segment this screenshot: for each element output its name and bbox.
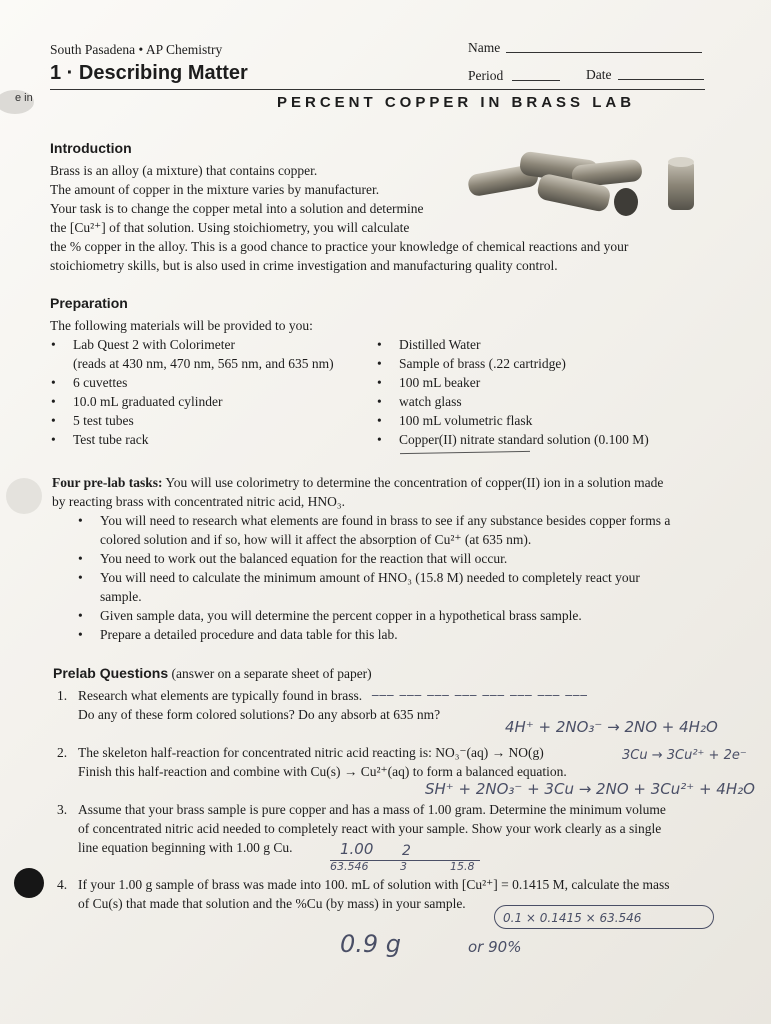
q2-handwritten-copper: 3Cu → 3Cu²⁺ + 2e⁻ <box>622 748 747 763</box>
material-item: • 100 mL volumetric flask <box>399 411 729 430</box>
prep-heading: Preparation <box>50 295 128 311</box>
materials-right-list <box>399 335 729 449</box>
prelab-questions-heading: Prelab Questions <box>53 665 169 681</box>
binder-hole <box>14 868 44 898</box>
period-label: Period <box>468 68 504 83</box>
header-rule <box>50 89 705 90</box>
question-2 <box>78 743 598 781</box>
q4-handwritten-answer: 0.9 g <box>340 930 402 958</box>
prelab-questions-heading-row <box>53 665 372 682</box>
prelab-tasks-lead-line2: by reacting brass with concentrated nitric acid, HNO₃. <box>52 494 345 509</box>
material-item-note: (reads at 430 nm, 470 nm, 565 nm, and 635 nm) <box>73 356 334 371</box>
brass-cartridges-image <box>460 150 700 225</box>
intro-line: Brass is an alloy (a mixture) that contains copper. <box>50 163 318 178</box>
question-line: The skeleton half-reaction for concentrated nitric acid reacting is: NO₃⁻(aq) → NO(g) <box>78 745 544 760</box>
q3-work-denominator-2: 3 <box>400 860 407 873</box>
task-line: sample. <box>100 589 142 604</box>
material-item: • watch glass <box>399 392 729 411</box>
task-item <box>100 568 720 606</box>
intro-line: Your task is to change the copper metal into a solution and determine <box>50 201 424 216</box>
prelab-tasks-lead-text: You will use colorimetry to determine the concentration of copper(II) ion in a solution made <box>162 475 664 490</box>
task-line: • You will need to research what elements are found in brass to see if any substance besides copper forms a <box>100 513 671 528</box>
q4-handwritten-percent: or 90% <box>468 938 522 956</box>
material-item: • Lab Quest 2 with Colorimeter <box>73 335 373 354</box>
prep-intro: The following materials will be provided to you: <box>50 318 313 333</box>
q3-work-denominator: 63.546 <box>330 860 369 873</box>
material-item: • Test tube rack <box>73 430 373 449</box>
q3-work-denominator-3: 15.8 <box>450 860 475 873</box>
task-line: colored solution and if so, how will it affect the absorption of Cu²⁺ (at 635 nm). <box>100 532 532 547</box>
binder-hole <box>6 478 42 514</box>
q2-handwritten-half-reaction: 4H⁺ + 2NO₃⁻ → 2NO + 4H₂O <box>505 718 718 736</box>
task-item <box>100 549 720 568</box>
date-label: Date <box>586 67 612 82</box>
unit-title: 1 · Describing Matter <box>50 62 248 84</box>
intro-line: the [Cu²⁺] of that solution. Using stoichiometry, you will calculate <box>50 220 410 235</box>
material-item: • 100 mL beaker <box>399 373 729 392</box>
name-label: Name <box>468 40 501 55</box>
q1-answer-blanks: ___ ___ ___ ___ ___ ___ ___ ___ <box>372 682 588 697</box>
task-line: • Prepare a detailed procedure and data table for this lab. <box>100 627 398 642</box>
material-item: • Distilled Water <box>399 335 729 354</box>
question-3 <box>78 800 718 857</box>
question-line: Finish this half-reaction and combine with Cu(s) → Cu²⁺(aq) to form a balanced equation. <box>78 764 567 779</box>
intro-line: stoichiometry skills, but is also used in crime investigation and manufacturing quality control. <box>50 258 558 273</box>
school-course-label: South Pasadena • AP Chemistry <box>50 42 223 57</box>
question-number: 3. <box>57 802 68 817</box>
question-line: If your 1.00 g sample of brass was made into 100. mL of solution with [Cu²⁺] = 0.1415 M, calculate the mass <box>78 877 670 892</box>
q3-work-numerator: 1.00 <box>340 840 374 858</box>
prelab-tasks-lead: Four pre-lab tasks: <box>52 475 163 490</box>
question-line: line equation beginning with 1.00 g Cu. <box>78 840 293 855</box>
question-line: of concentrated nitric acid needed to completely react with your sample. Show your work clearly as a single <box>78 821 662 836</box>
question-number: 2. <box>57 745 68 760</box>
lab-title: PERCENT COPPER IN BRASS LAB <box>277 94 636 111</box>
task-item <box>100 625 720 644</box>
material-item: • 6 cuvettes <box>73 373 373 392</box>
question-line: of Cu(s) that made that solution and the %Cu (by mass) in your sample. <box>78 896 466 911</box>
name-blank[interactable] <box>506 52 702 53</box>
intro-heading: Introduction <box>50 140 132 156</box>
prelab-tasks-intro <box>52 473 742 511</box>
task-line: • Given sample data, you will determine the percent copper in a hypothetical brass sample. <box>100 608 582 623</box>
question-line: Do any of these form colored solutions? Do any absorb at 635 nm? <box>78 707 441 722</box>
materials-left-list <box>73 335 373 449</box>
material-item: • 10.0 mL graduated cylinder <box>73 392 373 411</box>
task-item <box>100 606 720 625</box>
material-item: • Copper(II) nitrate standard solution (0.100 M) <box>399 430 729 449</box>
task-line: • You need to work out the balanced equation for the reaction that will occur. <box>100 551 508 566</box>
task-line: • You will need to calculate the minimum amount of HNO₃ (15.8 M) needed to completely react your <box>100 570 640 585</box>
q2-handwritten-balanced: SH⁺ + 2NO₃⁻ + 3Cu → 2NO + 3Cu²⁺ + 4H₂O <box>425 780 755 798</box>
material-item: • 5 test tubes <box>73 411 373 430</box>
corner-mark: e in <box>15 92 33 104</box>
date-blank[interactable] <box>618 79 704 80</box>
question-number: 1. <box>57 688 68 703</box>
material-item: • Sample of brass (.22 cartridge) <box>399 354 729 373</box>
intro-line: The amount of copper in the mixture varies by manufacturer. <box>50 182 380 197</box>
period-blank[interactable] <box>512 80 560 81</box>
intro-line: the % copper in the alloy. This is a good chance to practice your knowledge of chemical reactions and your <box>50 239 629 254</box>
question-line: Assume that your brass sample is pure copper and has a mass of 1.00 gram. Determine the minimum volume <box>78 802 666 817</box>
question-number: 4. <box>57 877 68 892</box>
prelab-questions-note: (answer on a separate sheet of paper) <box>168 666 372 681</box>
prelab-tasks-list <box>100 511 720 644</box>
q4-handwritten-calculation: 0.1 × 0.1415 × 63.546 <box>494 905 714 929</box>
handwritten-underline <box>400 451 530 454</box>
q3-work-numerator-2: 2 <box>402 843 411 859</box>
task-item <box>100 511 720 549</box>
question-line: Research what elements are typically found in brass. <box>78 688 363 703</box>
